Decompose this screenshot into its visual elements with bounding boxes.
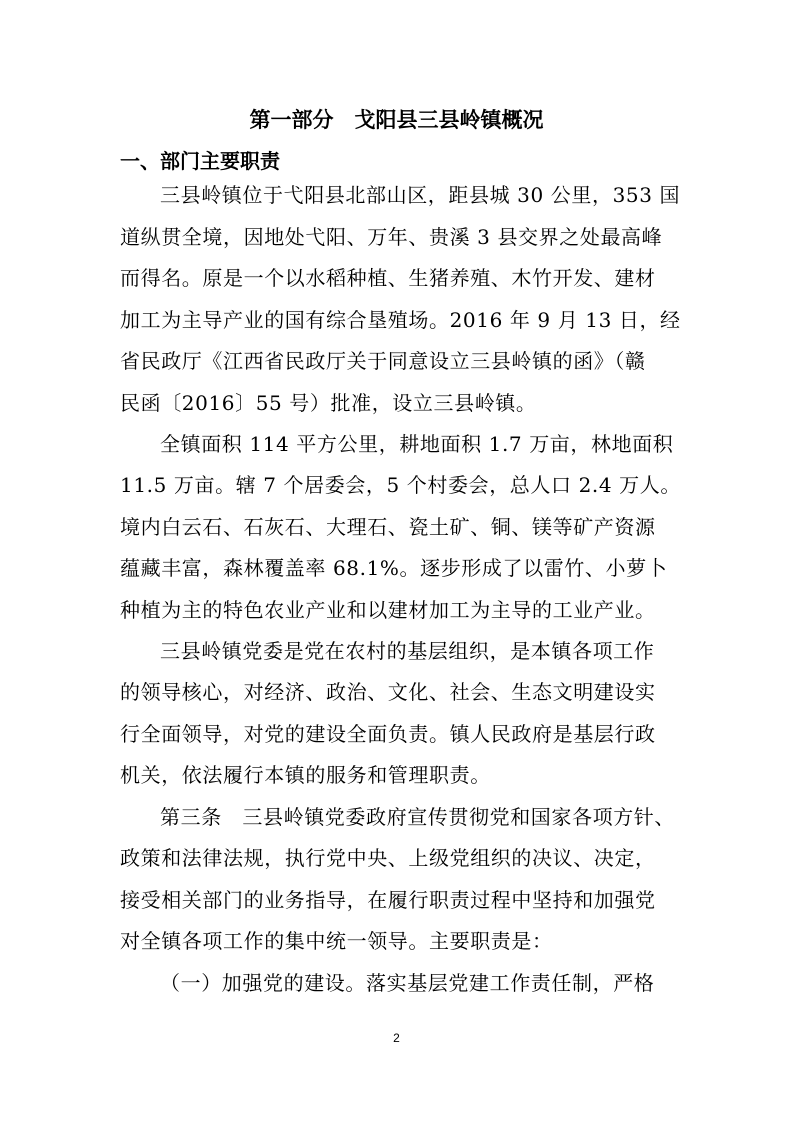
paragraph-1-line-3: 而得名。原是一个以水稻种植、生猪养殖、木竹开发、建材 — [120, 266, 656, 290]
paragraph-3-line-1: 三县岭镇党委是党在农村的基层组织，是本镇各项工作 — [160, 639, 655, 663]
paragraph-5-line-1: （一）加强党的建设。落实基层党建工作责任制，严格 — [160, 971, 655, 995]
paragraph-2-line-4: 蕴藏丰富，森林覆盖率 68.1%。逐步形成了以雷竹、小萝卜 — [120, 556, 668, 580]
paragraph-4-line-2: 政策和法律法规，执行党中央、上级党组织的决议、决定， — [120, 846, 656, 870]
paragraph-4-line-3: 接受相关部门的业务指导，在履行职责过程中坚持和加强党 — [120, 888, 656, 912]
paragraph-1-line-6: 民函〔2016〕55 号）批准，设立三县岭镇。 — [120, 391, 537, 415]
paragraph-3-line-4: 机关，依法履行本镇的服务和管理职责。 — [120, 763, 491, 787]
paragraph-3-line-2: 的领导核心，对经济、政治、文化、社会、生态文明建设实 — [120, 680, 656, 704]
section-heading: 一、部门主要职责 — [120, 149, 280, 173]
paragraph-1-line-2: 道纵贯全境，因地处弋阳、万年、贵溪 3 县交界之处最高峰 — [120, 225, 663, 249]
paragraph-4-line-1: 第三条 三县岭镇党委政府宣传贯彻党和国家各项方针、 — [160, 805, 675, 829]
paragraph-2-line-5: 种植为主的特色农业产业和以建材加工为主导的工业产业。 — [120, 598, 656, 622]
paragraph-1-line-1: 三县岭镇位于弋阳县北部山区，距县城 30 公里，353 国 — [160, 183, 681, 207]
paragraph-3-line-3: 行全面领导，对党的建设全面负责。镇人民政府是基层行政 — [120, 722, 656, 746]
paragraph-2-line-2: 11.5 万亩。辖 7 个居委会，5 个村委会，总人口 2.4 万人。 — [120, 473, 681, 497]
paragraph-1-line-4: 加工为主导产业的国有综合垦殖场。2016 年 9 月 13 日，经 — [120, 308, 681, 332]
paragraph-4-line-4: 对全镇各项工作的集中统一领导。主要职责是： — [120, 929, 553, 953]
paragraph-1-line-5: 省民政厅《江西省民政厅关于同意设立三县岭镇的函》（赣 — [120, 349, 646, 373]
paragraph-2-line-1: 全镇面积 114 平方公里，耕地面积 1.7 万亩，林地面积 — [160, 432, 674, 456]
page-title: 第一部分 戈阳县三县岭镇概况 — [249, 108, 544, 132]
page-number: 2 — [393, 1031, 400, 1045]
paragraph-2-line-3: 境内白云石、石灰石、大理石、瓷土矿、铜、镁等矿产资源 — [120, 515, 656, 539]
